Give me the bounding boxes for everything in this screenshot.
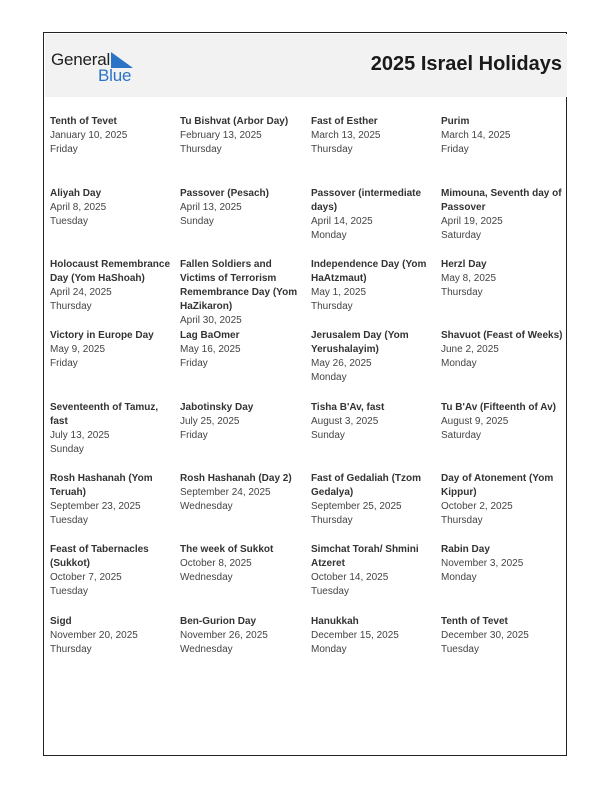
holiday-entry	[441, 472, 565, 528]
holiday-date: March 14, 2025	[441, 130, 511, 141]
holiday-name: Rosh Hashanah (Yom Teruah)	[50, 473, 153, 498]
holiday-weekday: Tuesday	[50, 216, 88, 227]
holiday-name: Simchat Torah/ Shmini Atzeret	[311, 544, 419, 569]
holiday-date: April 8, 2025	[50, 202, 107, 213]
holiday-date: May 16, 2025	[180, 344, 241, 355]
holiday-name: Shavuot (Feast of Weeks)	[441, 330, 563, 341]
holiday-name: Ben-Gurion Day	[180, 616, 257, 627]
holiday-entry	[50, 329, 174, 371]
holiday-date: August 3, 2025	[311, 416, 379, 427]
holiday-weekday: Wednesday	[180, 501, 233, 512]
holiday-entry	[50, 543, 174, 599]
holiday-entry	[50, 401, 174, 457]
holiday-weekday: Friday	[180, 430, 208, 441]
holiday-entry	[180, 187, 304, 229]
holiday-date: February 13, 2025	[180, 130, 262, 141]
holiday-date: September 24, 2025	[180, 487, 271, 498]
holiday-name: Jabotinsky Day	[180, 402, 254, 413]
holiday-name: Rabin Day	[441, 544, 490, 555]
holiday-entry	[50, 615, 174, 657]
holiday-name: Tu Bishvat (Arbor Day)	[180, 116, 289, 127]
holiday-weekday: Monday	[441, 572, 477, 583]
holiday-weekday: Tuesday	[50, 515, 88, 526]
holiday-entry	[311, 472, 435, 528]
holiday-date: May 1, 2025	[311, 287, 367, 298]
holiday-date: December 30, 2025	[441, 630, 529, 641]
holiday-entry	[441, 187, 565, 243]
holiday-entry	[50, 115, 174, 157]
holiday-entry	[441, 615, 565, 657]
holiday-weekday: Saturday	[441, 230, 482, 241]
holiday-name: Fallen Soldiers and Victims of Terrorism Remembrance Day (Yom HaZikaron)	[180, 259, 298, 312]
holiday-date: December 15, 2025	[311, 630, 399, 641]
holiday-weekday: Wednesday	[180, 644, 233, 655]
holiday-name: Independence Day (Yom HaAtzmaut)	[311, 259, 427, 284]
holiday-name: Holocaust Remembrance Day (Yom HaShoah)	[50, 259, 171, 284]
holiday-name: Victory in Europe Day	[50, 330, 154, 341]
holiday-date: October 14, 2025	[311, 572, 389, 583]
holiday-name: Passover (intermediate days)	[311, 188, 422, 213]
holiday-date: July 13, 2025	[50, 430, 110, 441]
holiday-name: Sigd	[50, 616, 72, 627]
holiday-name: Aliyah Day	[50, 188, 102, 199]
logo-word-general: General	[51, 50, 111, 69]
holiday-date: November 3, 2025	[441, 558, 524, 569]
holiday-entry	[311, 258, 435, 314]
holiday-date: October 8, 2025	[180, 558, 252, 569]
holiday-date: November 20, 2025	[50, 630, 138, 641]
holiday-entry	[50, 472, 174, 528]
holiday-date: January 10, 2025	[50, 130, 128, 141]
holiday-weekday: Thursday	[311, 301, 353, 312]
holiday-entry	[180, 615, 304, 657]
holiday-weekday: Thursday	[311, 515, 353, 526]
header-band	[45, 34, 567, 97]
holiday-date: October 2, 2025	[441, 501, 513, 512]
holiday-entry	[180, 329, 304, 371]
holiday-entry	[311, 401, 435, 443]
holiday-weekday: Thursday	[311, 144, 353, 155]
logo-word-blue: Blue	[98, 66, 132, 85]
holiday-weekday: Wednesday	[180, 572, 233, 583]
page-frame	[43, 32, 567, 756]
holiday-entry	[180, 472, 304, 514]
page-title: 2025 Israel Holidays	[370, 53, 562, 75]
holiday-name: Mimouna, Seventh day of Passover	[441, 188, 562, 213]
holiday-date: July 25, 2025	[180, 416, 240, 427]
holiday-entry	[180, 115, 304, 157]
holiday-date: November 26, 2025	[180, 630, 268, 641]
holiday-date: August 9, 2025	[441, 416, 509, 427]
holiday-date: April 13, 2025	[180, 202, 242, 213]
holiday-entry	[50, 187, 174, 229]
holiday-name: Purim	[441, 116, 470, 127]
holiday-entry	[311, 615, 435, 657]
holiday-weekday: Monday	[441, 358, 477, 369]
holiday-entry	[311, 543, 435, 599]
holiday-weekday: Friday	[50, 144, 78, 155]
holiday-name: Fast of Gedaliah (Tzom Gedalya)	[311, 473, 422, 498]
holiday-weekday: Monday	[311, 644, 347, 655]
holiday-weekday: Thursday	[50, 644, 92, 655]
holiday-entry	[180, 401, 304, 443]
holiday-entry	[441, 115, 565, 157]
holiday-name: Passover (Pesach)	[180, 188, 269, 199]
holiday-date: October 7, 2025	[50, 572, 122, 583]
holiday-weekday: Tuesday	[441, 644, 479, 655]
holiday-date: September 25, 2025	[311, 501, 402, 512]
holiday-name: Tisha B'Av, fast	[311, 402, 385, 413]
holiday-name: Fast of Esther	[311, 116, 378, 127]
holiday-entry	[311, 187, 435, 243]
holiday-name: Feast of Tabernacles (Sukkot)	[50, 544, 149, 569]
holiday-weekday: Friday	[180, 358, 208, 369]
holiday-weekday: Friday	[50, 358, 78, 369]
holiday-weekday: Friday	[441, 144, 469, 155]
holiday-entry	[441, 258, 565, 300]
holiday-name: Hanukkah	[311, 616, 359, 627]
holiday-name: Herzl Day	[441, 259, 487, 270]
holiday-weekday: Sunday	[180, 216, 214, 227]
holiday-entry	[441, 329, 565, 371]
generalblue-logo	[51, 50, 141, 84]
holiday-weekday: Sunday	[50, 444, 84, 455]
holiday-weekday: Thursday	[441, 287, 483, 298]
holiday-name: The week of Sukkot	[180, 544, 274, 555]
holiday-date: April 30, 2025	[180, 315, 242, 326]
holiday-name: Tenth of Tevet	[441, 616, 508, 627]
holiday-entry	[180, 543, 304, 585]
holiday-entry	[180, 258, 304, 328]
holiday-name: Jerusalem Day (Yom Yerushalayim)	[311, 330, 409, 355]
holiday-date: April 14, 2025	[311, 216, 373, 227]
holiday-date: June 2, 2025	[441, 344, 499, 355]
holiday-weekday: Tuesday	[311, 586, 349, 597]
holiday-entry	[311, 115, 435, 157]
holiday-weekday: Thursday	[441, 515, 483, 526]
holiday-name: Tu B'Av (Fifteenth of Av)	[441, 402, 556, 413]
holiday-date: April 19, 2025	[441, 216, 503, 227]
holiday-weekday: Sunday	[311, 430, 345, 441]
holiday-name: Lag BaOmer	[180, 330, 240, 341]
holiday-weekday: Thursday	[50, 301, 92, 312]
holiday-weekday: Saturday	[441, 430, 482, 441]
holiday-weekday: Monday	[311, 230, 347, 241]
holiday-entry	[50, 258, 174, 314]
holiday-date: May 8, 2025	[441, 273, 497, 284]
holiday-weekday: Monday	[311, 372, 347, 383]
holiday-name: Day of Atonement (Yom Kippur)	[441, 473, 554, 498]
holiday-date: May 26, 2025	[311, 358, 372, 369]
holiday-date: September 23, 2025	[50, 501, 141, 512]
holiday-entry	[441, 401, 565, 443]
holiday-entry	[311, 329, 435, 385]
holiday-name: Seventeenth of Tamuz, fast	[50, 402, 159, 427]
holiday-entry	[441, 543, 565, 585]
holiday-weekday: Thursday	[180, 144, 222, 155]
holiday-date: May 9, 2025	[50, 344, 106, 355]
holiday-date: April 24, 2025	[50, 287, 112, 298]
holiday-weekday: Tuesday	[50, 586, 88, 597]
holiday-name: Rosh Hashanah (Day 2)	[180, 473, 292, 484]
holiday-date: March 13, 2025	[311, 130, 381, 141]
holiday-name: Tenth of Tevet	[50, 116, 117, 127]
